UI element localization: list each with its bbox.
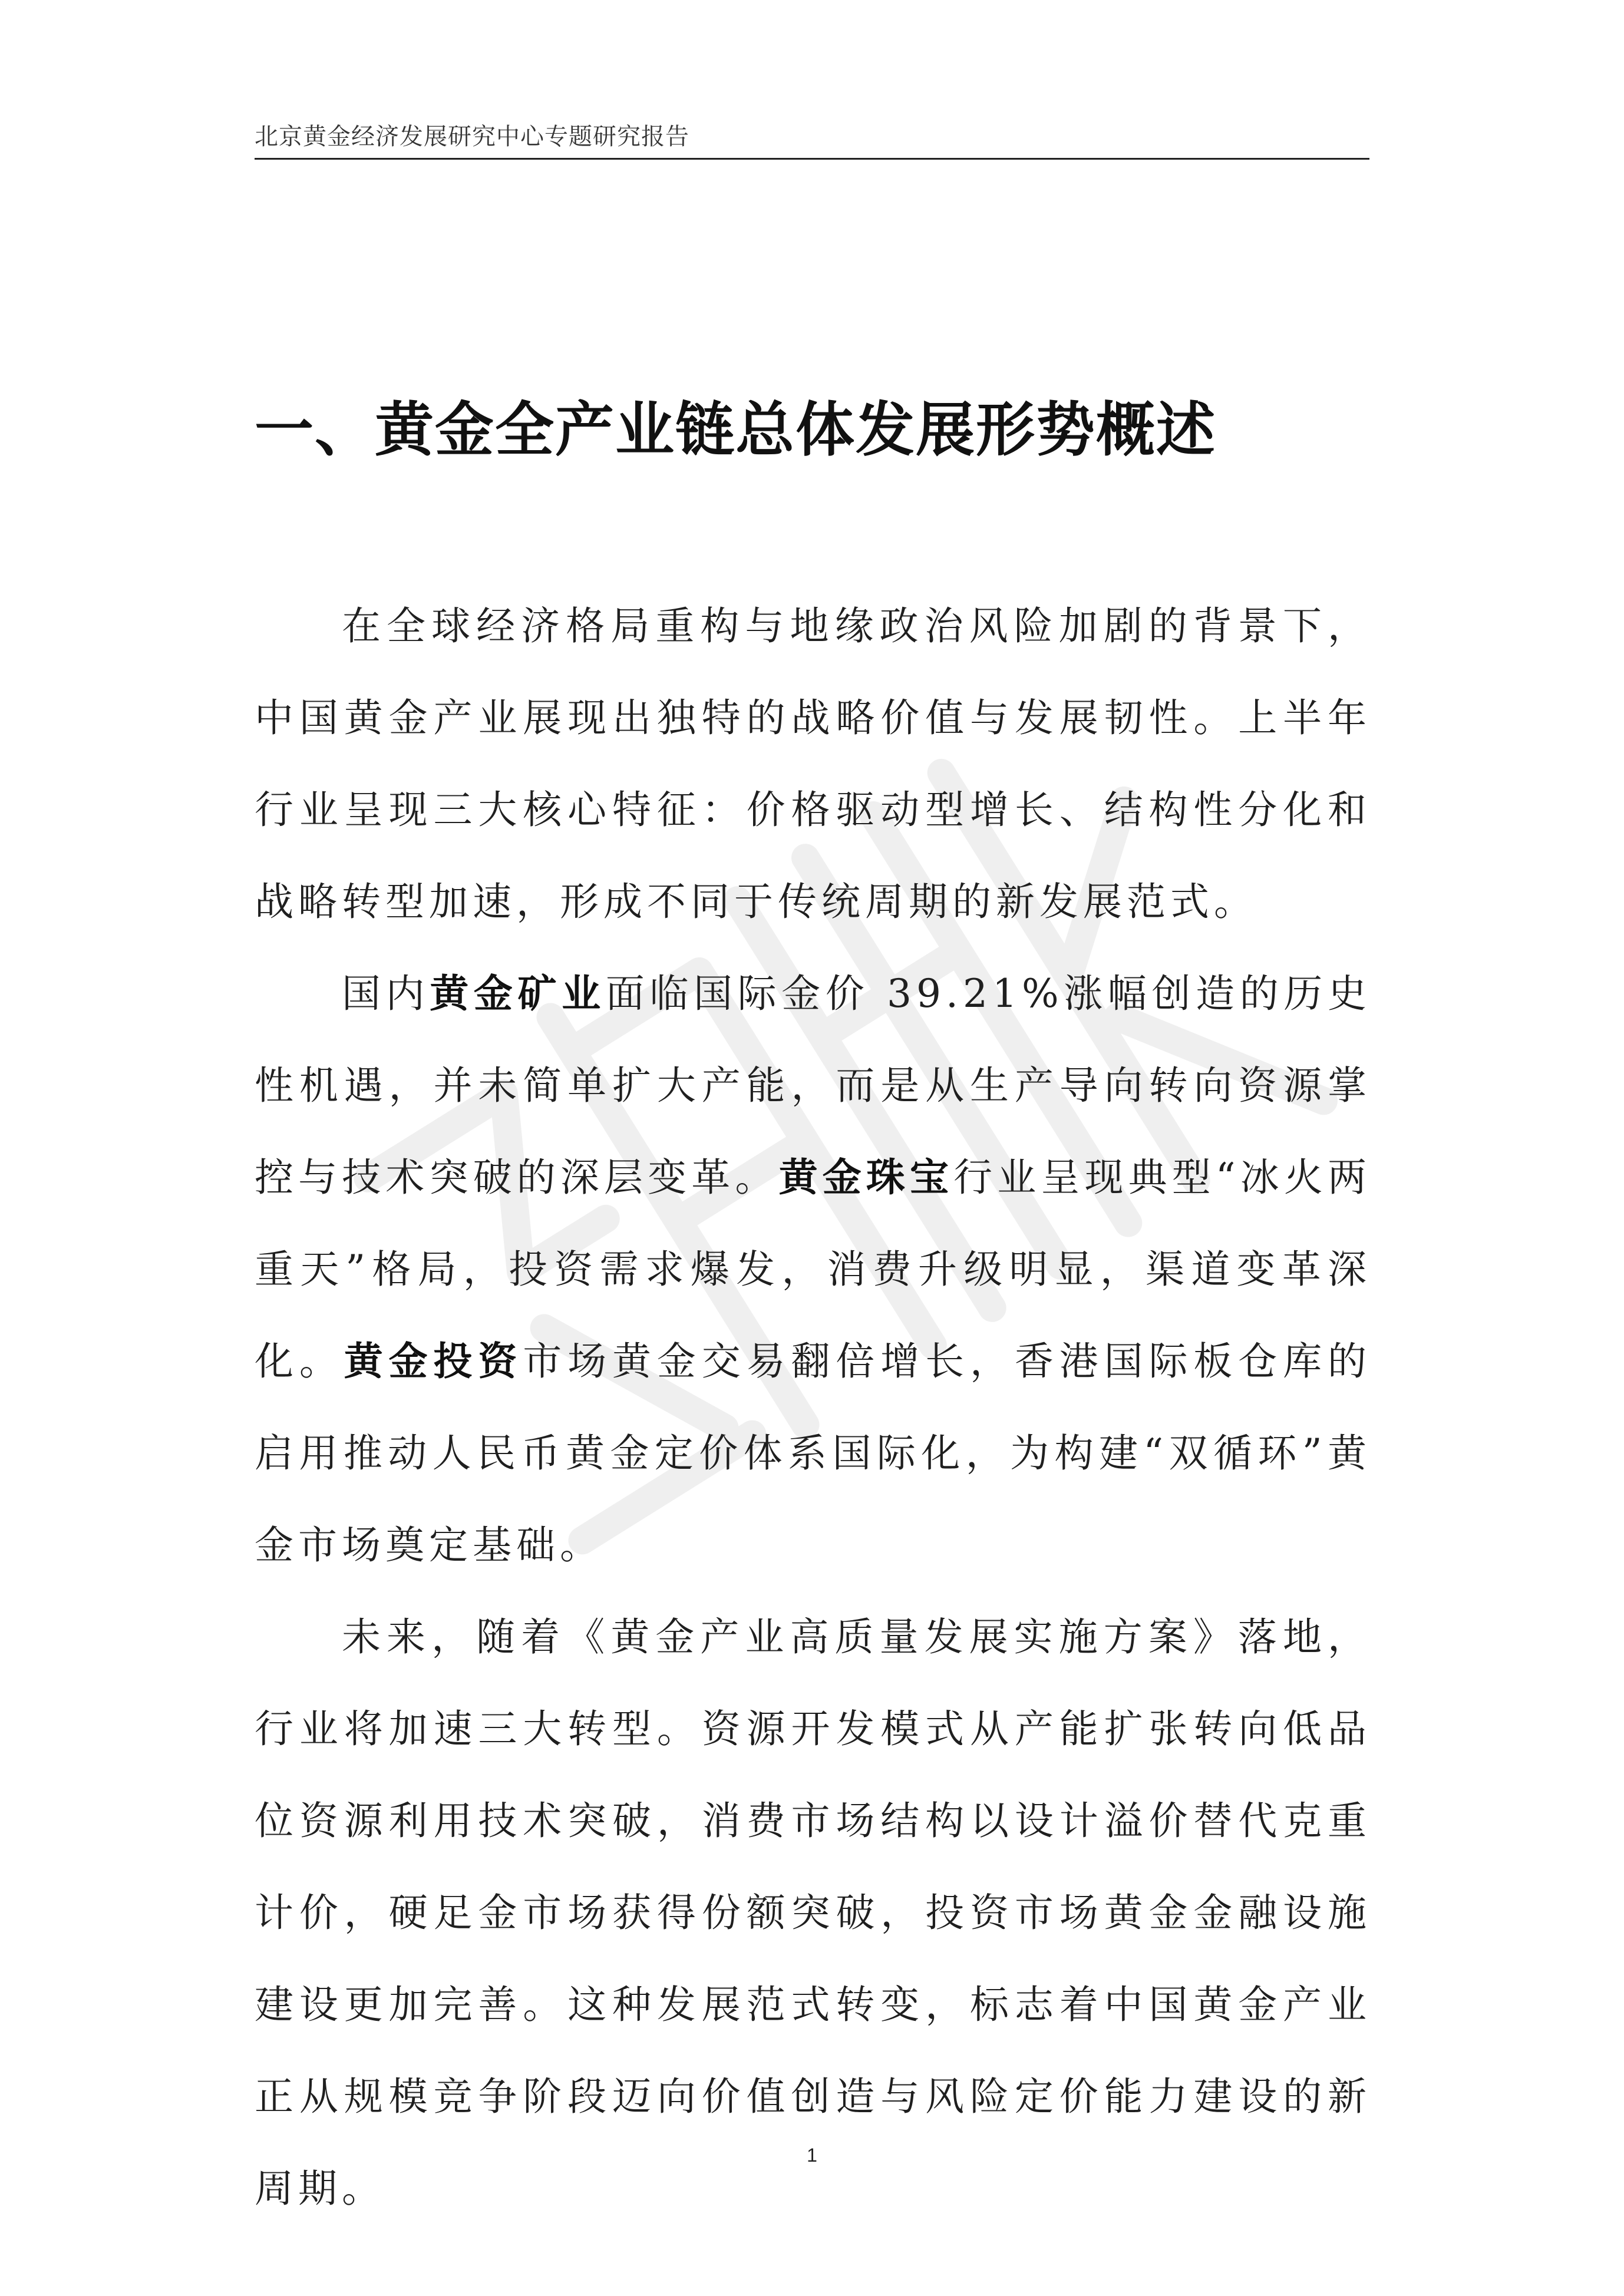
paragraph-2-text: 市场黄金交易翻倍增长，香港国际板仓库的启用推动人民币黄金定价体系国际化，为构建“双循环”黄金市场奠定基础。 — [255, 1339, 1371, 1568]
paragraph-3: 未来，随着《黄金产业高质量发展实施方案》落地，行业将加速三大转型。资源开发模式从产能扩张转向低品位资源利用技术突破，消费市场结构以设计溢价替代克重计价，硬足金市场获得份额突破，投资市场黄金金融设施建设更加完善。这种发展范式转变，标志着中国黄金产业正从规模竞争阶段迈向价值创造与风险定价能力建设的新周期。 — [255, 1614, 1371, 2211]
paragraph-2-text: 行业呈现典型“冰火两重天”格局，投资需求爆发，消费升级明显，渠道变革深化。 — [255, 1155, 1372, 1384]
paragraph-1: 在全球经济格局重构与地缘政治风险加剧的背景下，中国黄金产业展现出独特的战略价值与发展韧性。上半年行业呈现三大核心特征：价格驱动型增长、结构性分化和战略转型加速，形成不同于传统周期的新发展范式。 — [255, 603, 1371, 924]
body-text — [255, 580, 1371, 2235]
paragraph-2 — [255, 948, 1371, 1591]
header-rule — [255, 158, 1369, 160]
running-header: 北京黄金经济发展研究中心专题研究报告 — [255, 123, 689, 150]
keyword-gold-investment: 黄金投资 — [344, 1339, 523, 1384]
section-title: 一、黄金全产业链总体发展形势概述 — [255, 395, 1216, 464]
keyword-gold-jewelry: 黄金珠宝 — [778, 1155, 954, 1200]
page-number: 1 — [807, 2145, 817, 2166]
paragraph-2-text: 面临国际金价 39.21%涨幅创造的历史性机遇，并未简单扩大产能，而是从生产导向转向资源掌控与技术突破的深层变革。 — [255, 971, 1372, 1200]
paragraph-2-text: 国内 — [342, 971, 430, 1016]
keyword-gold-mining: 黄金矿业 — [430, 971, 606, 1016]
